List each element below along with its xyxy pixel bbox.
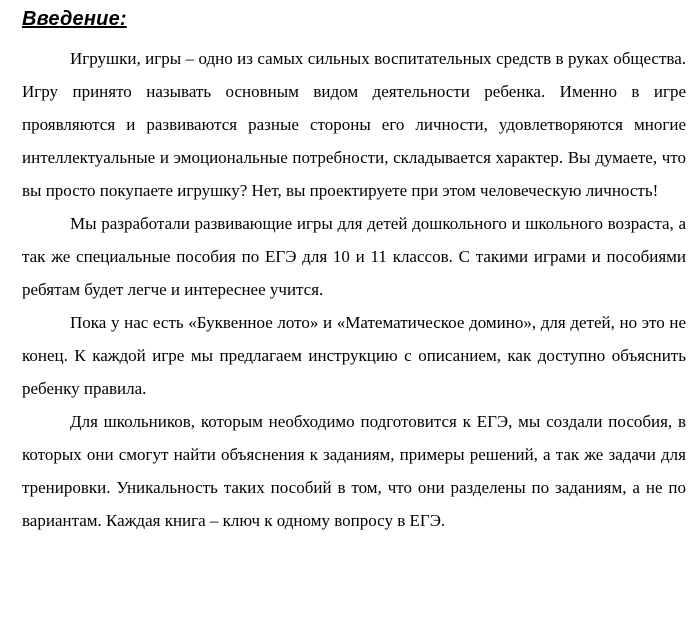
paragraph-products: Мы разработали развивающие игры для детей дошкольного и школьного возраста, а так же специальные пособия по ЕГЭ для 10 и 11 классов. С такими играми и пособиями ребятам будет легче и интереснее учится. (22, 214, 686, 299)
section-heading: Введение: (22, 8, 127, 30)
paragraph-exam-guides: Для школьников, которым необходимо подготовится к ЕГЭ, мы создали пособия, в которых они смогут найти объяснения к заданиям, примеры решений, а так же задачи для тренировки. Уникальность таких пособий в том, что они разделены по заданиям, а не по вариантам. Каждая книга – ключ к одному вопросу в ЕГЭ. (22, 412, 686, 530)
paragraph-games: Пока у нас есть «Буквенное лото» и «Математическое домино», для детей, но это не конец. К каждой игре мы предлагаем инструкцию с описанием, как доступно объяснить ребенку правила. (22, 313, 686, 398)
document-body (22, 42, 686, 537)
paragraph-intro: Игрушки, игры – одно из самых сильных воспитательных средств в руках общества. Игру принято называть основным видом деятельности ребенка. Именно в игре проявляются и развиваются разные стороны его личности, удовлетворяются многие интеллектуальные и эмоциональные потребности, складывается характер. Вы думаете, что вы просто покупаете игрушку? Нет, вы проектируете при этом человеческую личность! (22, 49, 686, 200)
